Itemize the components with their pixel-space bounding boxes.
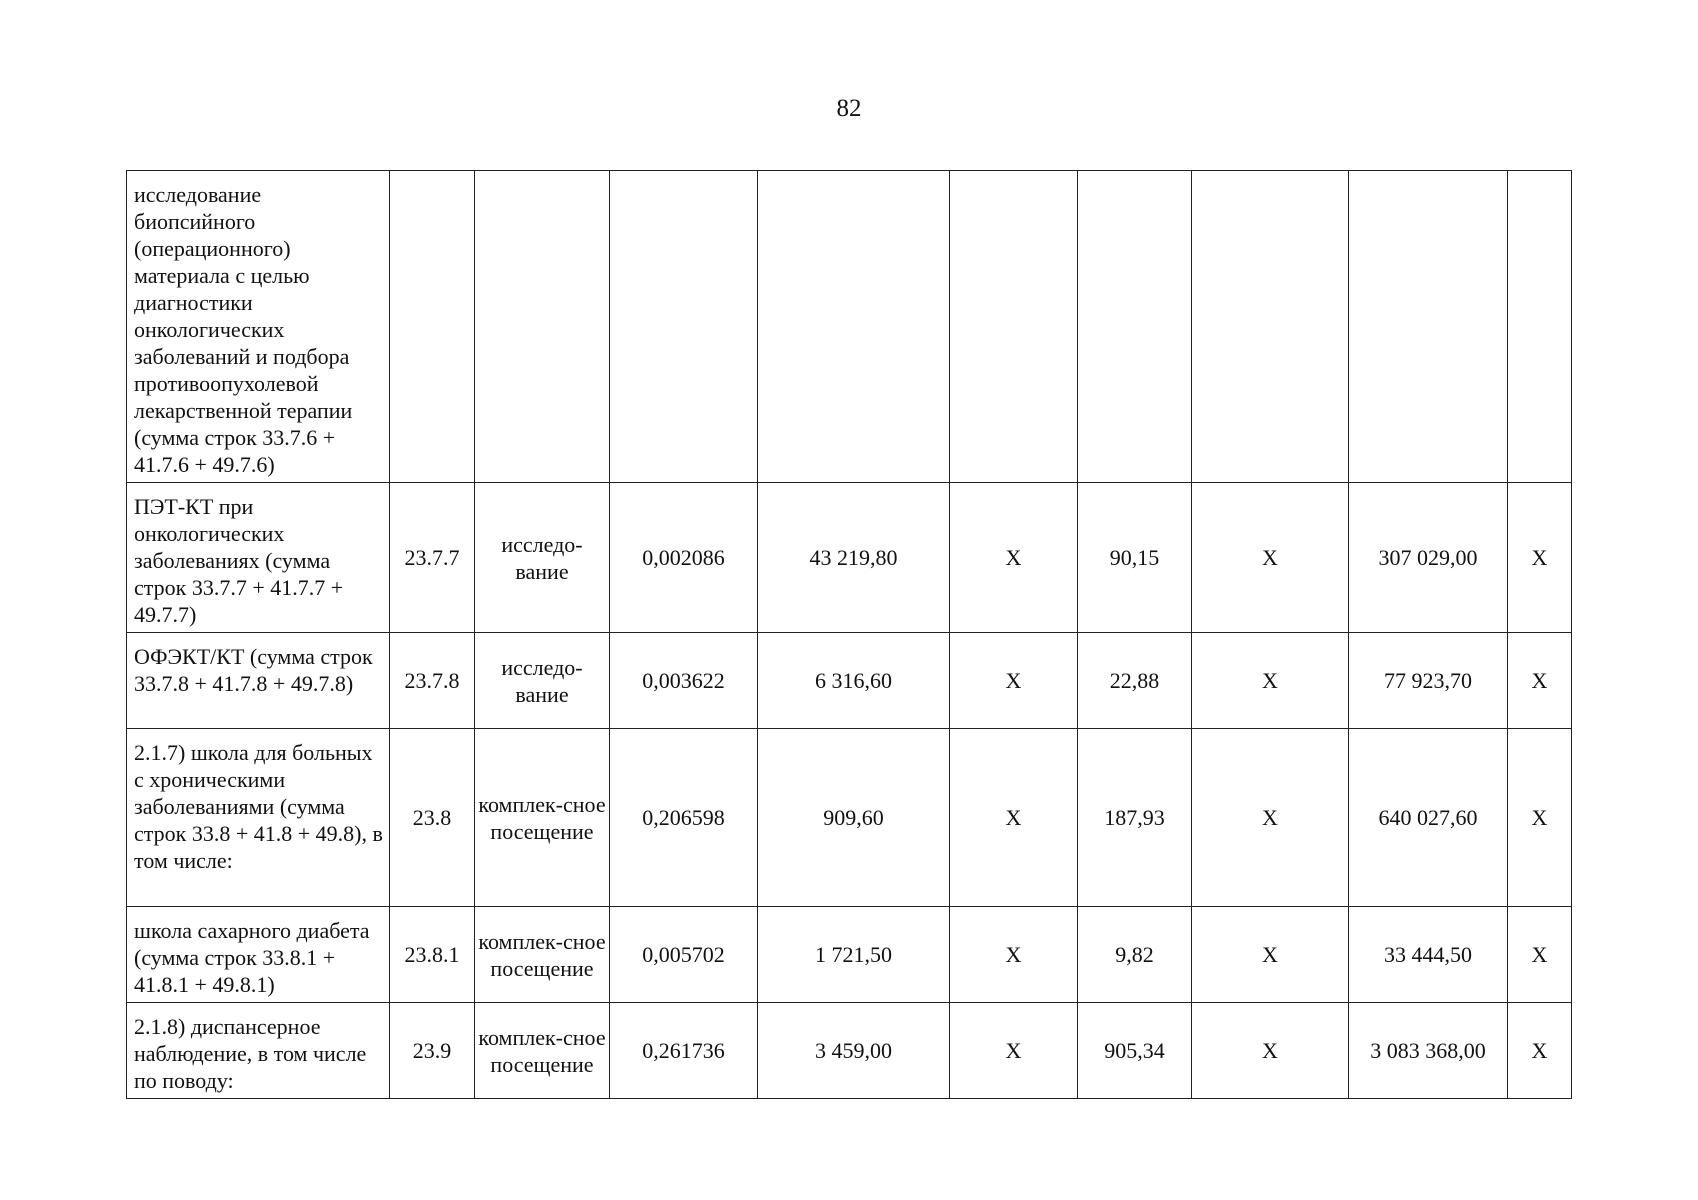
cell-cost: 1 721,50 [758,907,950,1003]
cell-col7: 9,82 [1078,907,1192,1003]
cell-col6: X [950,483,1078,633]
cell-col10: X [1508,729,1572,907]
cell-col6: X [950,729,1078,907]
cell-col10: X [1508,483,1572,633]
cell-col8: X [1192,729,1349,907]
cell-name: исследование биопсийного (операционного) материала с целью диагностики онкологических заболеваний и подбора противоопухолевой лекарственной терапии (сумма строк 33.7.6 + 41.7.6 + 49.7.6) [127,171,390,483]
cell-col8: X [1192,907,1349,1003]
cell-code: 23.7.7 [390,483,475,633]
table-row [127,907,1572,1003]
cell-unit: исследо-вание [475,483,610,633]
cell-norm [610,171,758,483]
cell-col10: X [1508,907,1572,1003]
cell-col10 [1508,171,1572,483]
cell-code [390,171,475,483]
cell-unit: комплек-сное посещение [475,907,610,1003]
table-row [127,171,1572,483]
data-table [126,170,1572,1099]
cell-col8 [1192,171,1349,483]
table-row [127,633,1572,729]
cell-name: школа сахарного диабета (сумма строк 33.8.1 + 41.8.1 + 49.8.1) [127,907,390,1003]
cell-code: 23.8 [390,729,475,907]
cell-col8: X [1192,633,1349,729]
cell-col9: 3 083 368,00 [1349,1003,1508,1099]
cell-col9: 640 027,60 [1349,729,1508,907]
cell-col9: 77 923,70 [1349,633,1508,729]
table-row [127,483,1572,633]
cell-unit: исследо-вание [475,633,610,729]
cell-col8: X [1192,1003,1349,1099]
cell-col9: 307 029,00 [1349,483,1508,633]
cell-col7: 22,88 [1078,633,1192,729]
page-number: 82 [836,95,862,122]
cell-norm: 0,003622 [610,633,758,729]
cell-code: 23.9 [390,1003,475,1099]
cell-cost: 6 316,60 [758,633,950,729]
cell-col10: X [1508,1003,1572,1099]
cell-cost: 909,60 [758,729,950,907]
cell-norm: 0,005702 [610,907,758,1003]
cell-cost: 3 459,00 [758,1003,950,1099]
cell-name: 2.1.7) школа для больных с хроническими заболеваниями (сумма строк 33.8 + 41.8 + 49.8), в том числе: [127,729,390,907]
cell-name: ПЭТ-КТ при онкологических заболеваниях (сумма строк 33.7.7 + 41.7.7 + 49.7.7) [127,483,390,633]
cell-cost: 43 219,80 [758,483,950,633]
cell-name: 2.1.8) диспансерное наблюдение, в том числе по поводу: [127,1003,390,1099]
cell-cost [758,171,950,483]
cell-unit [475,171,610,483]
cell-col6: X [950,1003,1078,1099]
cell-col6 [950,171,1078,483]
cell-name: ОФЭКТ/КТ (сумма строк 33.7.8 + 41.7.8 + 49.7.8) [127,633,390,729]
cell-norm: 0,261736 [610,1003,758,1099]
cell-unit: комплек-сное посещение [475,729,610,907]
table-row [127,1003,1572,1099]
cell-norm: 0,206598 [610,729,758,907]
cell-col6: X [950,907,1078,1003]
cell-col7: 905,34 [1078,1003,1192,1099]
cell-col9 [1349,171,1508,483]
cell-col6: X [950,633,1078,729]
cell-col10: X [1508,633,1572,729]
cell-col7 [1078,171,1192,483]
cell-code: 23.7.8 [390,633,475,729]
cell-code: 23.8.1 [390,907,475,1003]
cell-col7: 90,15 [1078,483,1192,633]
cell-col9: 33 444,50 [1349,907,1508,1003]
cell-norm: 0,002086 [610,483,758,633]
cell-col8: X [1192,483,1349,633]
cell-col7: 187,93 [1078,729,1192,907]
table-row [127,729,1572,907]
cell-unit: комплек-сное посещение [475,1003,610,1099]
